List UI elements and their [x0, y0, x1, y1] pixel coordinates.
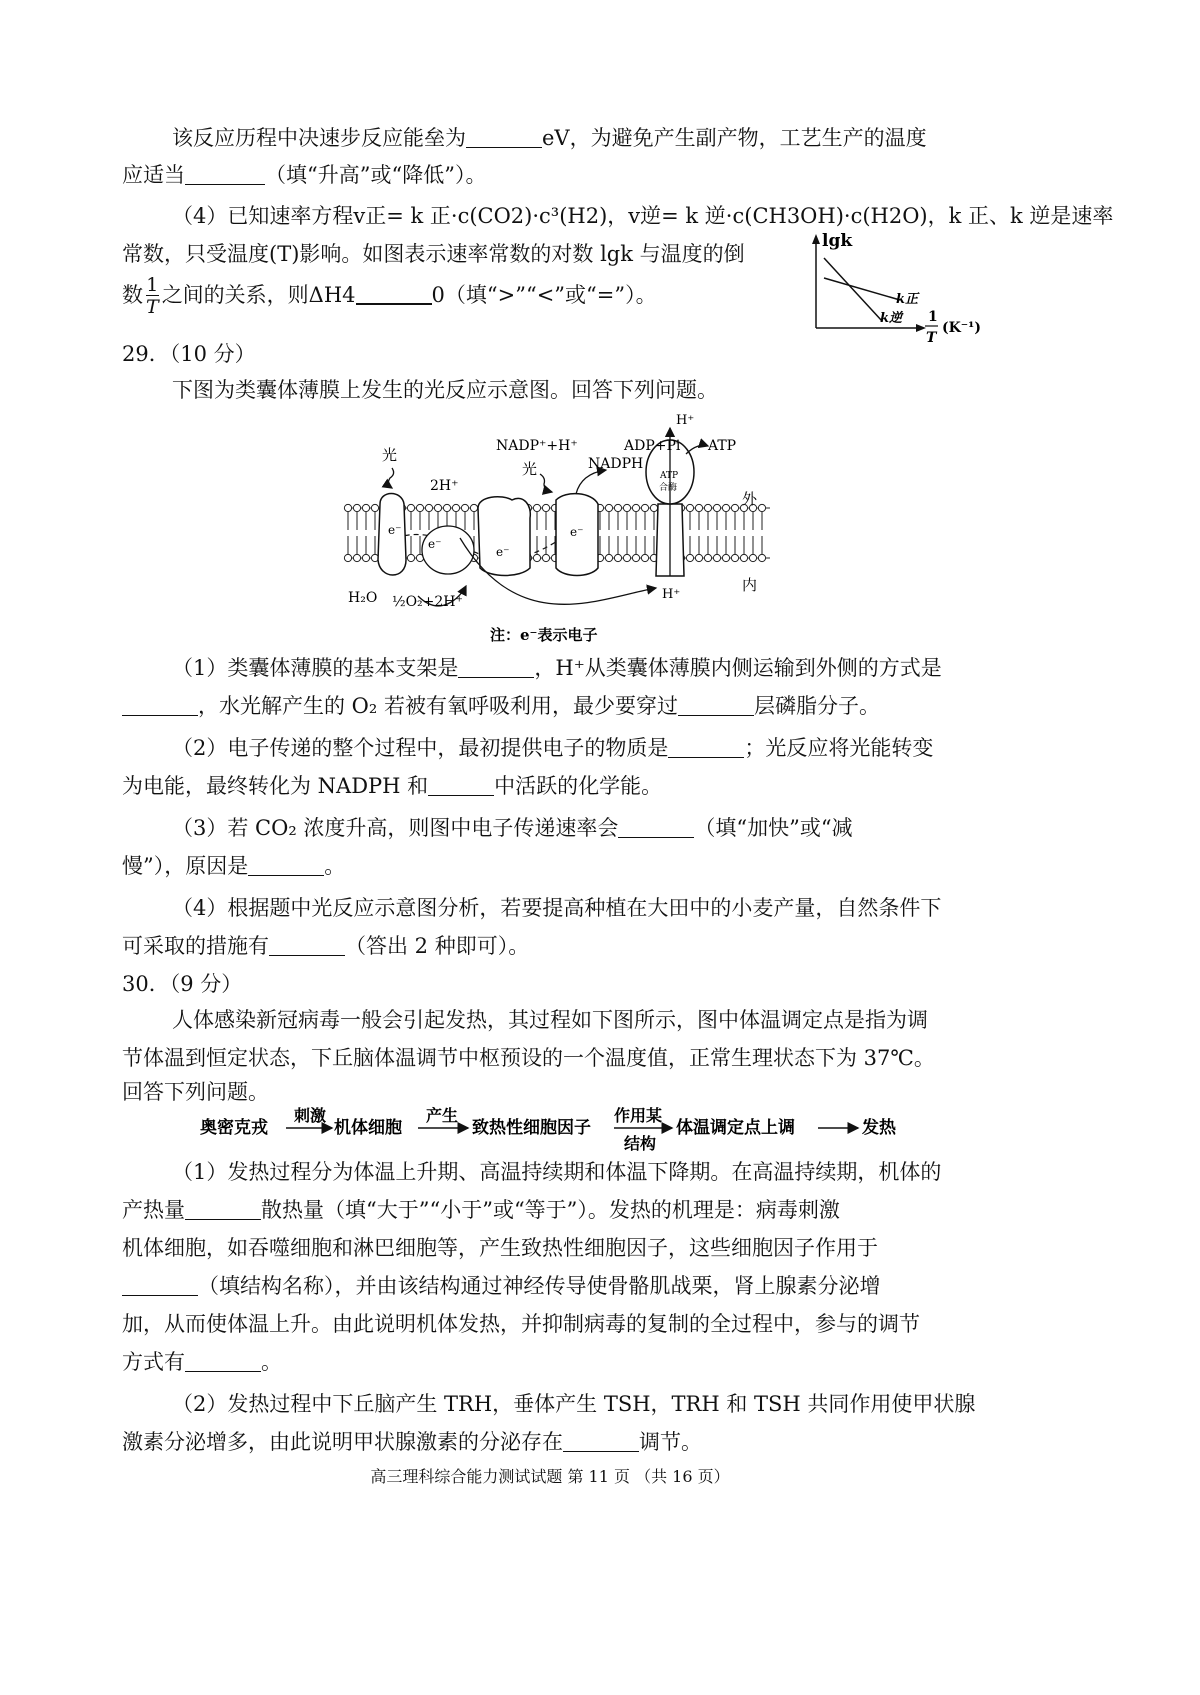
- q28-line1: [172, 126, 927, 151]
- phospholipid-head: [695, 504, 702, 511]
- x-label-unit: (K⁻¹): [942, 320, 981, 336]
- light-arrow-2: [540, 474, 552, 492]
- text: ；光反应将光能转变: [744, 736, 934, 760]
- q30-p1-line1: （1）发热过程分为体温上升期、高温持续期和体温下降期。在高温持续期，机体的: [172, 1160, 942, 1184]
- phospholipid-head: [731, 504, 738, 511]
- phospholipid-head: [407, 554, 414, 561]
- q30-p2-line2: [122, 1430, 702, 1455]
- light-label-2: 光: [522, 460, 538, 478]
- phospholipid-head: [650, 504, 657, 511]
- cytochrome-complex: [478, 497, 530, 576]
- text: （2）电子传递的整个过程中，最初提供电子的物质是: [172, 736, 669, 760]
- h-plus-bottom-label: H⁺: [662, 587, 681, 602]
- text: ，H⁺从类囊体薄膜内侧运输到外侧的方式是: [534, 656, 942, 680]
- text: ，水光解产生的 O₂ 若被有氧呼吸利用，最少要穿过: [198, 694, 678, 718]
- phospholipid-head: [461, 504, 468, 511]
- phospholipid-head: [704, 554, 711, 561]
- phospholipid-head: [452, 504, 459, 511]
- h-plus-2-label: 2H⁺: [430, 478, 459, 494]
- x-label-num: 1: [928, 309, 938, 325]
- phospholipid-head: [623, 554, 630, 561]
- flow-node-3: 致热性细胞因子: [472, 1118, 591, 1138]
- electron-label-1: e⁻: [388, 523, 402, 537]
- answer-blank[interactable]: [122, 1274, 198, 1296]
- phospholipid-head: [542, 504, 549, 511]
- text: 为电能，最终转化为 NADPH 和: [122, 774, 429, 798]
- text: 中活跃的化学能。: [494, 774, 663, 798]
- answer-blank[interactable]: [466, 126, 542, 148]
- answer-blank[interactable]: [185, 163, 265, 185]
- text: 慢”），原因是: [122, 854, 249, 878]
- text: 激素分泌增多，由此说明甲状腺激素的分泌存在: [122, 1430, 563, 1454]
- text: 层磷脂分子。: [753, 694, 880, 718]
- atp-label: ATP: [708, 438, 737, 454]
- phospholipid-head: [704, 504, 711, 511]
- answer-blank[interactable]: [678, 694, 754, 716]
- q28-line3: （4）已知速率方程v正= k 正·c(CO2)·c³(H2)，v逆= k 逆·c(CH3OH)·c(H2O)，k 正、k 逆是速率: [172, 204, 1114, 228]
- q28-line4: 常数，只受温度(T)影响。如图表示速率常数的对数 lgk 与温度的倒: [122, 242, 745, 266]
- phospholipid-head: [713, 504, 720, 511]
- phospholipid-head: [443, 504, 450, 511]
- phospholipid-head: [605, 504, 612, 511]
- text: 产热量: [122, 1198, 185, 1222]
- text: （填结构名称），并由该结构通过神经传导使骨骼肌战栗，肾上腺素分泌增: [198, 1274, 881, 1298]
- phospholipid-head: [758, 504, 765, 511]
- phospholipid-head: [740, 554, 747, 561]
- phospholipid-head: [362, 504, 369, 511]
- q30-p1-line3: 机体细胞，如吞噬细胞和淋巴细胞等，产生致热性细胞因子，这些细胞因子作用于: [122, 1236, 878, 1260]
- nadph-label: NADPH: [588, 456, 644, 472]
- flow-node-2: 机体细胞: [334, 1118, 402, 1138]
- phospholipid-head: [407, 504, 414, 511]
- phospholipid-head: [641, 554, 648, 561]
- y-axis-label: lgk: [822, 231, 853, 251]
- answer-blank[interactable]: [356, 282, 432, 305]
- oxygen-label: ½O₂+2H⁺: [392, 594, 463, 610]
- q29-header: 29．（10 分）: [122, 342, 256, 366]
- q30-p1-line2: [122, 1198, 840, 1223]
- text: （1）类囊体薄膜的基本支架是: [172, 656, 459, 680]
- phospholipid-head: [605, 554, 612, 561]
- answer-blank[interactable]: [668, 736, 744, 758]
- flow-arrow-2-label: 产生: [426, 1106, 459, 1125]
- phospholipid-head: [749, 554, 756, 561]
- diagram-note: 注：e⁻表示电子: [490, 626, 598, 644]
- phospholipid-head: [722, 504, 729, 511]
- h-plus-top-label: H⁺: [676, 413, 695, 428]
- outside-label: 外: [742, 490, 758, 508]
- flow-arrow-3-label-top: 作用某: [614, 1106, 663, 1125]
- q30-p1-line5: 加，从而使体温上升。由此说明机体发热，并抑制病毒的复制的全过程中，参与的调节: [122, 1312, 920, 1336]
- text: （3）若 CO₂ 浓度升高，则图中电子传递速率会: [172, 816, 619, 840]
- k-forward-line: [824, 278, 900, 300]
- q28-line5: [122, 276, 657, 317]
- text: 调节。: [639, 1430, 702, 1454]
- text: 。: [324, 854, 346, 878]
- phospholipid-head: [623, 504, 630, 511]
- electron-label-3: e⁻: [496, 545, 510, 559]
- inside-label: 内: [742, 576, 758, 594]
- phospholipid-head: [533, 504, 540, 511]
- answer-blank[interactable]: [563, 1430, 639, 1452]
- phospholipid-head: [371, 504, 378, 511]
- text: 可采取的措施有: [122, 934, 269, 958]
- y-axis-arrow: [812, 234, 820, 244]
- k-reverse-line: [824, 258, 882, 321]
- phospholipid-head: [686, 504, 693, 511]
- x-label-den: T: [926, 330, 937, 346]
- light-arrow-1: [388, 468, 393, 488]
- phospholipid-head: [695, 554, 702, 561]
- flow-node-5: 发热: [862, 1118, 896, 1138]
- answer-blank[interactable]: [122, 694, 198, 716]
- q28-line2: [122, 163, 486, 188]
- phospholipid-head: [641, 504, 648, 511]
- text: eV，为避免产生副产物，工艺生产的温度: [542, 126, 927, 150]
- text: （填“升高”或“降低”）。: [265, 163, 487, 187]
- phospholipid-head: [614, 554, 621, 561]
- nadp-label: NADP⁺+H⁺: [496, 438, 578, 454]
- phospholipid-head: [353, 504, 360, 511]
- q29-p3-line2: [122, 854, 345, 879]
- adp-label: ADP+Pi: [624, 438, 681, 454]
- answer-blank[interactable]: [428, 774, 494, 796]
- answer-blank[interactable]: [185, 1350, 261, 1372]
- q30-p1-line4: [122, 1274, 881, 1299]
- q30-intro-2: 节体温到恒定状态，下丘脑体温调节中枢预设的一个温度值，正常生理状态下为 37℃。: [122, 1046, 935, 1070]
- phospholipid-head: [713, 554, 720, 561]
- phospholipid-head: [362, 554, 369, 561]
- q30-p1-line6: [122, 1350, 282, 1375]
- flow-arrow-3-label-bottom: 结构: [624, 1134, 657, 1153]
- phospholipid-head: [344, 554, 351, 561]
- electron-label-2: e⁻: [428, 537, 442, 551]
- phospholipid-head: [542, 554, 549, 561]
- phospholipid-head: [416, 504, 423, 511]
- electron-label-4: e⁻: [570, 525, 584, 539]
- phospholipid-head: [632, 554, 639, 561]
- text: 0（填“>”“<”或“=”）。: [431, 283, 657, 307]
- q30-intro-3: 回答下列问题。: [122, 1080, 269, 1104]
- x-axis-arrow: [916, 324, 926, 332]
- text: 应适当: [122, 163, 185, 187]
- flow-node-1: 奥密克戎: [200, 1118, 268, 1138]
- q30-p2-line1: （2）发热过程中下丘脑产生 TRH，垂体产生 TSH，TRH 和 TSH 共同作用使甲状腺: [172, 1392, 976, 1416]
- answer-blank[interactable]: [248, 854, 324, 876]
- flow-arrow-1-label: 刺激: [294, 1106, 327, 1125]
- q29-p2-line1: [172, 736, 933, 761]
- text: 。: [261, 1350, 282, 1374]
- phospholipid-head: [632, 504, 639, 511]
- text: 散热量（填“大于”“小于”或“等于”）。发热的机理是：病毒刺激: [261, 1198, 840, 1222]
- phospholipid-head: [686, 554, 693, 561]
- water-label: H₂O: [348, 590, 378, 606]
- q29-p4-line2: [122, 934, 529, 959]
- light-label-1: 光: [382, 446, 398, 464]
- text: 之间的关系，则ΔH4: [161, 283, 356, 307]
- phospholipid-head: [731, 554, 738, 561]
- text: 数: [122, 283, 143, 307]
- phospholipid-head: [722, 554, 729, 561]
- page-footer: 高三理科综合能力测试试题 第 11 页 （共 16 页）: [370, 1467, 730, 1486]
- q30-header: 30．（9 分）: [122, 972, 243, 996]
- q29-p1-line2: [122, 694, 880, 719]
- phospholipid-head: [470, 504, 477, 511]
- phospholipid-head: [533, 554, 540, 561]
- rate-constant-graph: [800, 228, 1000, 348]
- q30-intro-1: 人体感染新冠病毒一般会引起发热，其过程如下图所示，图中体温调定点是指为调: [172, 1008, 928, 1032]
- q29-p3-line1: [172, 816, 853, 841]
- phospholipid-head: [434, 504, 441, 511]
- phospholipid-head: [344, 504, 351, 511]
- atp-synthase-label-2: 合酶: [659, 483, 678, 493]
- k-forward-label: k正: [896, 292, 919, 307]
- q29-p2-line2: [122, 774, 662, 799]
- phospholipid-head: [353, 554, 360, 561]
- phospholipid-heads: [344, 504, 765, 561]
- thylakoid-diagram: [340, 408, 800, 648]
- answer-blank[interactable]: [185, 1198, 261, 1220]
- nadph-arrow: [576, 470, 606, 494]
- fever-flow-diagram: [200, 1103, 920, 1153]
- answer-blank[interactable]: [269, 934, 345, 956]
- k-reverse-label: k逆: [880, 311, 903, 326]
- phospholipid-head: [425, 504, 432, 511]
- phospholipid-head: [614, 504, 621, 511]
- fraction: $\frac{1}{T}$: [146, 274, 159, 318]
- q29-p1-line1: [172, 656, 942, 681]
- flow-node-4: 体温调定点上调: [676, 1118, 795, 1138]
- q29-intro: 下图为类囊体薄膜上发生的光反应示意图。回答下列问题。: [172, 378, 718, 402]
- atp-synthase-label-1: ATP: [660, 471, 679, 481]
- q29-p4-line1: （4）根据题中光反应示意图分析，若要提高种植在大田中的小麦产量，自然条件下: [172, 896, 942, 920]
- text: （答出 2 种即可）。: [345, 934, 530, 958]
- answer-blank[interactable]: [458, 656, 534, 678]
- text: 该反应历程中决速步反应能垒为: [172, 126, 466, 150]
- answer-blank[interactable]: [618, 816, 694, 838]
- text: 方式有: [122, 1350, 185, 1374]
- phospholipid-head: [758, 554, 765, 561]
- text: （填“加快”或“减: [694, 816, 853, 840]
